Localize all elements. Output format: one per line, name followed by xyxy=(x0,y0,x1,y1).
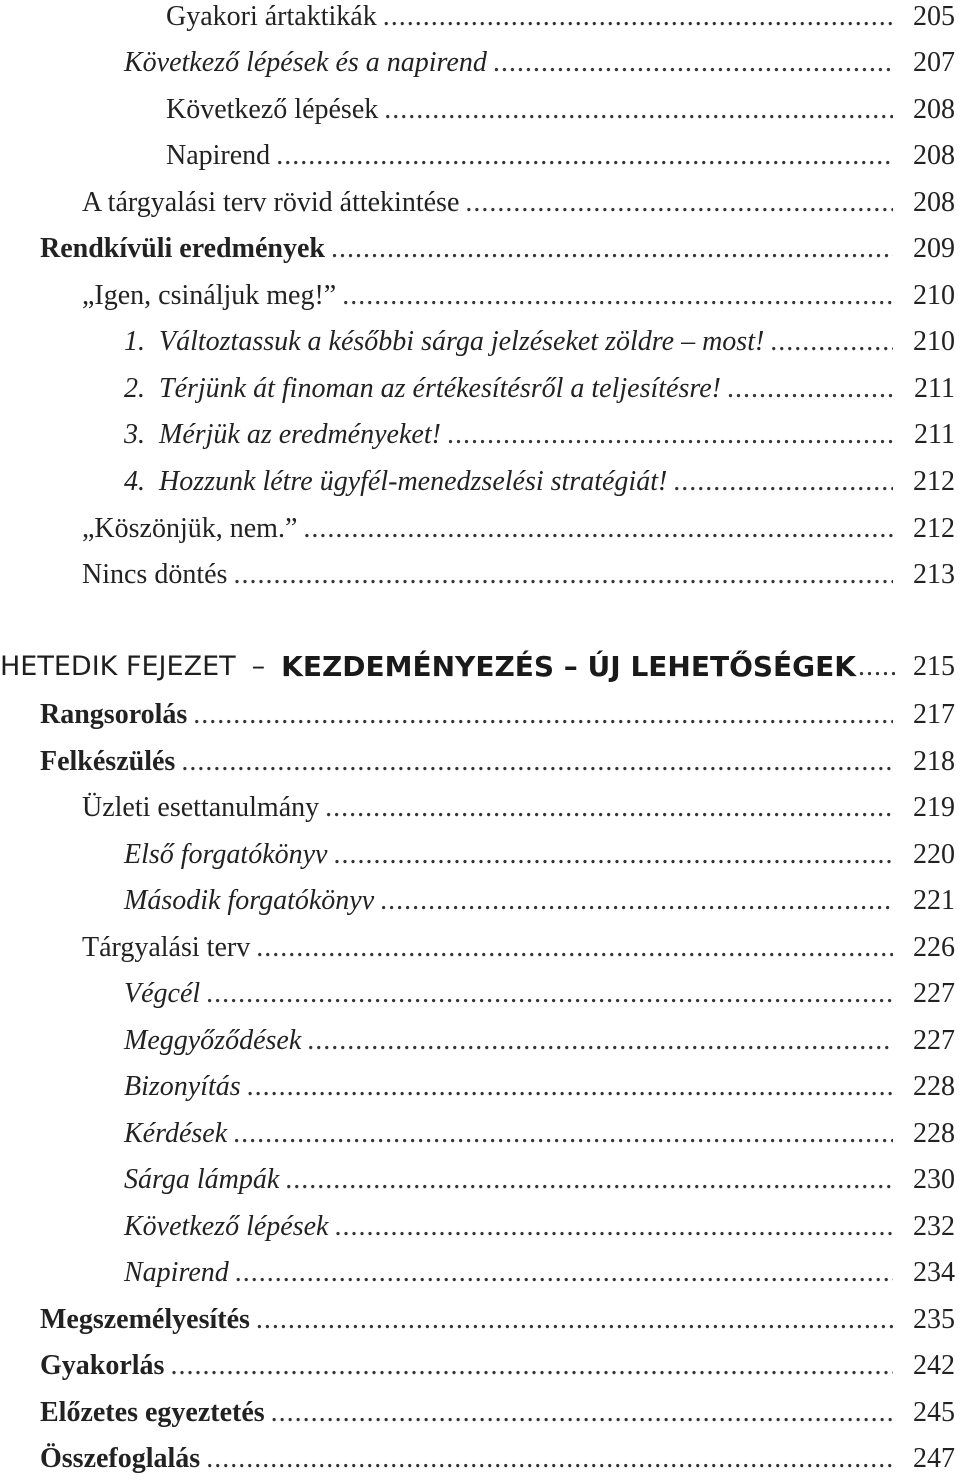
dot-leader xyxy=(342,279,893,313)
toc-entry-title: Gyakori ártaktikák xyxy=(166,1,377,32)
chapter-dash: – xyxy=(251,651,266,682)
toc-entry-title: Előzetes egyeztetés xyxy=(40,1397,265,1428)
toc-page-number: 212 xyxy=(913,513,955,544)
toc-entry[interactable] xyxy=(0,1105,955,1151)
toc-page-number: 235 xyxy=(913,1304,955,1335)
dot-leader xyxy=(325,791,893,825)
toc-entry-title: Meggyőződések xyxy=(124,1025,302,1056)
toc-entry[interactable] xyxy=(0,1244,955,1290)
toc-entry-title: A tárgyalási terv rövid áttekintése xyxy=(82,187,460,218)
toc-page-number: 210 xyxy=(913,326,955,357)
toc-entry[interactable] xyxy=(0,360,955,406)
dot-leader xyxy=(247,1070,893,1104)
dot-leader xyxy=(858,650,895,684)
toc-entry[interactable] xyxy=(0,1337,955,1383)
toc-page-number: 212 xyxy=(913,466,955,497)
toc-entry[interactable] xyxy=(0,127,955,173)
toc-entry-title: Sárga lámpák xyxy=(124,1164,280,1195)
dot-leader xyxy=(170,1349,893,1383)
dot-leader xyxy=(276,139,893,173)
toc-page-number: 234 xyxy=(913,1257,955,1288)
dot-leader xyxy=(770,325,893,359)
toc-page-number: 245 xyxy=(913,1397,955,1428)
dot-leader xyxy=(383,0,893,34)
toc-page-number: 221 xyxy=(913,885,955,916)
toc-entry[interactable] xyxy=(0,826,955,872)
dot-leader xyxy=(233,558,893,592)
dot-leader xyxy=(206,977,893,1011)
toc-entry[interactable] xyxy=(0,174,955,220)
toc-entry-title: Felkészülés xyxy=(40,746,176,777)
dot-leader xyxy=(334,1210,893,1244)
dot-leader xyxy=(673,465,893,499)
toc-page-number: 247 xyxy=(913,1443,955,1474)
dot-leader xyxy=(465,186,893,220)
toc-entry-title: Második forgatókönyv xyxy=(124,885,375,916)
toc-entry-title: Tárgyalási terv xyxy=(82,932,251,963)
toc-entry[interactable] xyxy=(0,34,955,80)
toc-entry[interactable] xyxy=(0,267,955,313)
toc-entry-title: Következő lépések xyxy=(166,94,379,125)
toc-page-number: 211 xyxy=(914,373,955,404)
toc-page-number: 217 xyxy=(913,699,955,730)
toc-entry[interactable] xyxy=(0,1012,955,1058)
dot-leader xyxy=(303,512,893,546)
toc-entry-title: Végcél xyxy=(124,978,201,1009)
chapter-title: KEZDEMÉNYEZÉS – ÚJ LEHETŐSÉGEK xyxy=(281,650,856,683)
toc-entry[interactable] xyxy=(0,919,955,965)
toc-entry[interactable] xyxy=(0,686,955,732)
toc-entry-title: Üzleti esettanulmány xyxy=(82,792,320,823)
toc-entry-title: 3. Mérjük az eredményeket! xyxy=(124,419,441,450)
dot-leader xyxy=(256,1303,893,1337)
dot-leader xyxy=(333,838,893,872)
dot-leader xyxy=(233,1117,893,1151)
toc-entry[interactable] xyxy=(0,1384,955,1430)
toc-entry-title: Összefoglalás xyxy=(40,1443,201,1474)
dot-leader xyxy=(206,1442,893,1476)
toc-page-number: 211 xyxy=(914,419,955,450)
chapter-heading[interactable] xyxy=(0,638,955,684)
dot-leader xyxy=(271,1396,893,1430)
toc-entry[interactable] xyxy=(0,779,955,825)
toc-page-number: 227 xyxy=(913,1025,955,1056)
toc-page-number: 220 xyxy=(913,839,955,870)
toc-entry[interactable] xyxy=(0,872,955,918)
toc-page-number: 215 xyxy=(913,651,955,682)
toc-page-number: 210 xyxy=(913,280,955,311)
toc-page-number: 226 xyxy=(913,932,955,963)
toc-page-number: 219 xyxy=(913,792,955,823)
toc-entry[interactable] xyxy=(0,1430,955,1476)
toc-entry-title: Napirend xyxy=(124,1257,229,1288)
dot-leader xyxy=(235,1256,893,1290)
toc-entry[interactable] xyxy=(0,0,955,34)
toc-entry[interactable] xyxy=(0,313,955,359)
toc-entry-title: Rendkívüli eredmények xyxy=(40,233,325,264)
toc-entry-title: 2. Térjünk át finoman az értékesítésről a teljesítésre! xyxy=(124,373,721,404)
dot-leader xyxy=(380,884,893,918)
toc-page-number: 227 xyxy=(913,978,955,1009)
toc-page-number: 205 xyxy=(913,1,955,32)
toc-entry[interactable] xyxy=(0,406,955,452)
toc-entry[interactable] xyxy=(0,1198,955,1244)
chapter-label: HETEDIK FEJEZET xyxy=(0,651,236,682)
toc-page-number: 208 xyxy=(913,94,955,125)
toc-entry-title: Kérdések xyxy=(124,1118,228,1149)
toc-page-number: 242 xyxy=(913,1350,955,1381)
toc-entry-title: Következő lépések xyxy=(124,1211,329,1242)
toc-entry-title: Rangsorolás xyxy=(40,699,188,730)
toc-page-number: 213 xyxy=(913,559,955,590)
toc-entry-title: Következő lépések és a napirend xyxy=(124,47,487,78)
dot-leader xyxy=(307,1024,893,1058)
toc-page-number: 207 xyxy=(913,47,955,78)
dot-leader xyxy=(447,418,893,452)
toc-entry-title: Gyakorlás xyxy=(40,1350,165,1381)
toc-entry[interactable] xyxy=(0,500,955,546)
toc-entry-title: Nincs döntés xyxy=(82,559,228,590)
dot-leader xyxy=(727,372,893,406)
toc-entry[interactable] xyxy=(0,1151,955,1197)
toc-entry-title: 1. Változtassuk a későbbi sárga jelzéseket zöldre – most! xyxy=(124,326,765,357)
toc-entry-title: Megszemélyesítés xyxy=(40,1304,250,1335)
toc-entry-title: „Köszönjük, nem.” xyxy=(82,513,298,544)
toc-page-number: 218 xyxy=(913,746,955,777)
toc-entry[interactable] xyxy=(0,733,955,779)
dot-leader xyxy=(285,1163,893,1197)
toc-page-number: 209 xyxy=(913,233,955,264)
toc-entry[interactable] xyxy=(0,453,955,499)
dot-leader xyxy=(193,698,893,732)
toc-entry[interactable] xyxy=(0,546,955,592)
toc-entry-title: Első forgatókönyv xyxy=(124,839,328,870)
toc-page-number: 228 xyxy=(913,1118,955,1149)
dot-leader xyxy=(493,46,893,80)
dot-leader xyxy=(181,745,893,779)
toc-entry[interactable] xyxy=(0,220,955,266)
toc-page-number: 232 xyxy=(913,1211,955,1242)
toc-entry-title: Bizonyítás xyxy=(124,1071,241,1102)
dot-leader xyxy=(256,931,893,965)
toc-entry-title: Napirend xyxy=(166,140,271,171)
toc-entry[interactable] xyxy=(0,1058,955,1104)
toc-entry-title: „Igen, csináljuk meg!” xyxy=(82,280,337,311)
toc-page-number: 208 xyxy=(913,140,955,171)
toc-entry[interactable] xyxy=(0,1291,955,1337)
toc-page-number: 208 xyxy=(913,187,955,218)
toc-entry[interactable] xyxy=(0,81,955,127)
dot-leader xyxy=(384,93,893,127)
toc-entry[interactable] xyxy=(0,965,955,1011)
toc-page-number: 228 xyxy=(913,1071,955,1102)
dot-leader xyxy=(331,232,893,266)
toc-page-number: 230 xyxy=(913,1164,955,1195)
toc-entry-title: 4. Hozzunk létre ügyfél-menedzselési stratégiát! xyxy=(124,466,668,497)
